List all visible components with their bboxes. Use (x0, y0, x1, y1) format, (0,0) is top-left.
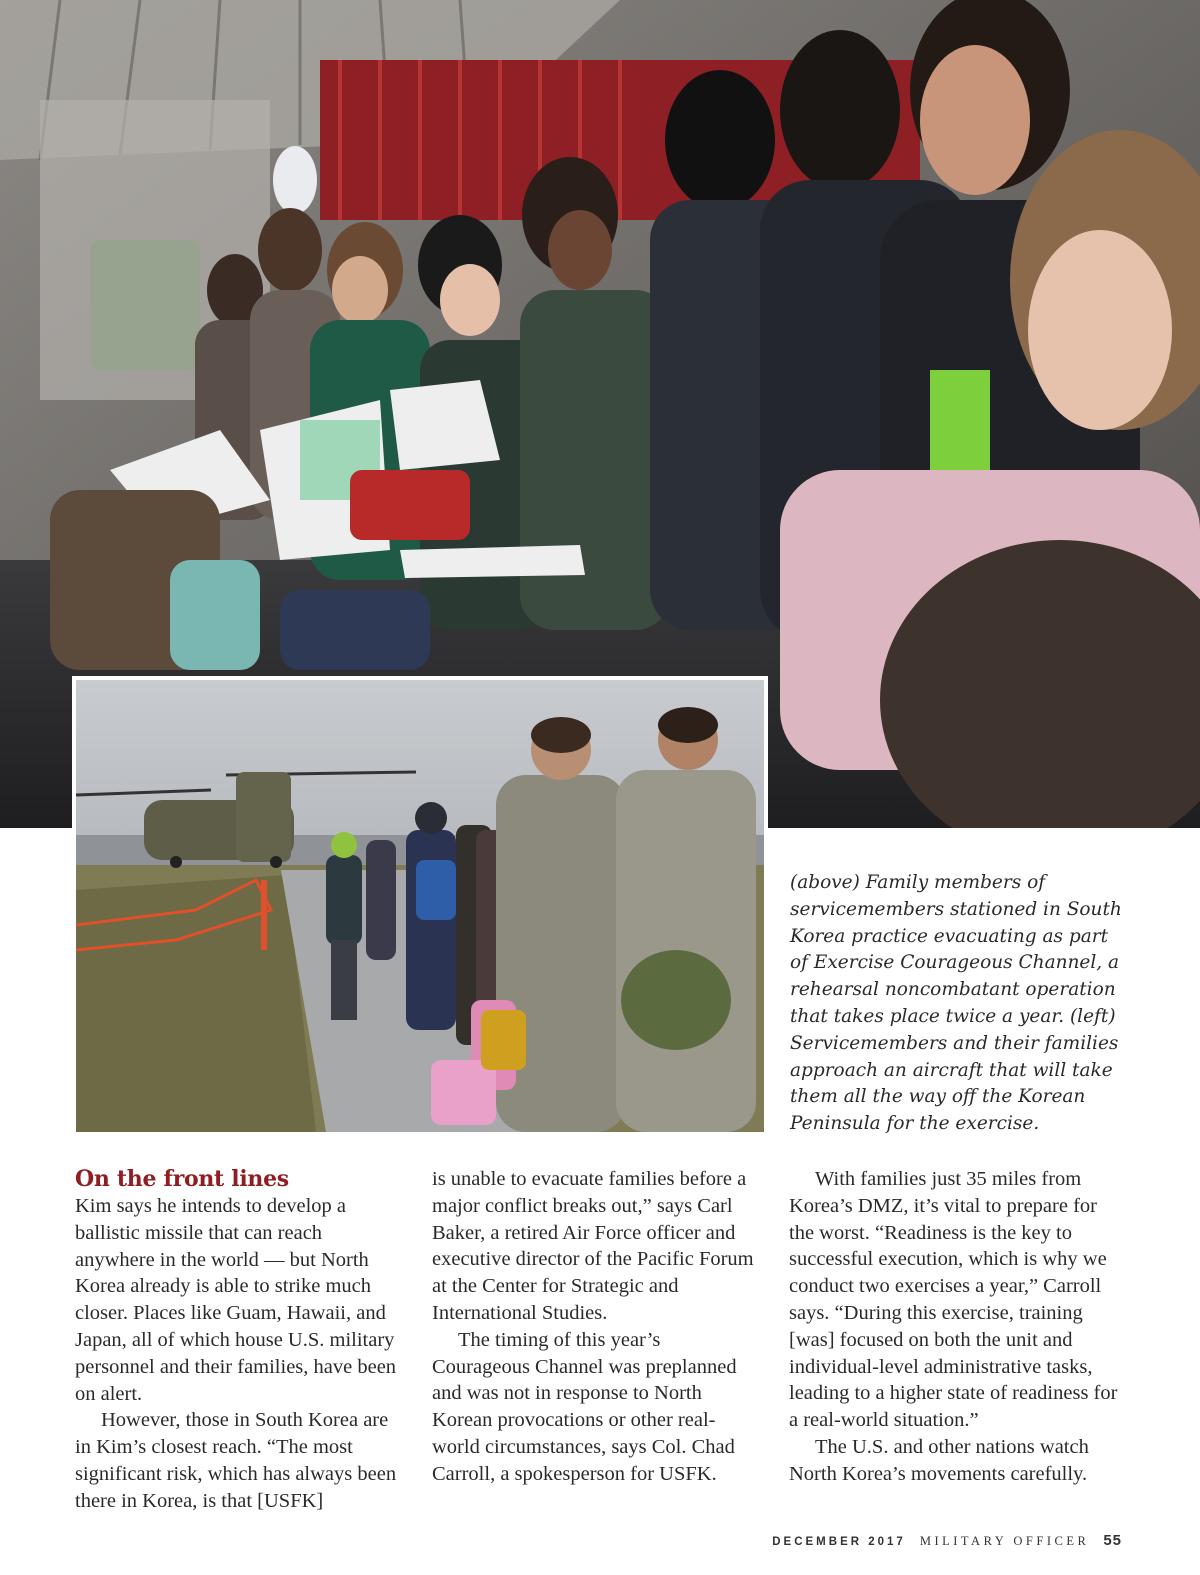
page-footer (772, 1532, 1122, 1552)
section-heading: On the front lines (75, 1166, 289, 1192)
article-column-1 (75, 1166, 405, 1515)
inset-photo (72, 676, 768, 1136)
page-number: 55 (1103, 1532, 1122, 1549)
paragraph: The timing of this year’s Courageous Channel was preplanned and was not in response to North Korean provocations or other real-world circumstances, says Col. Chad Carroll, a spokesperson for USFK. (432, 1328, 737, 1485)
article-column-3 (789, 1166, 1119, 1488)
paragraph: However, those in South Korea are in Kim’s closest reach. “The most significant risk, which has always been there in Korea, is that [USFK] (75, 1409, 397, 1512)
paragraph: With families just 35 miles from Korea’s DMZ, it’s vital to prepare for the worst. “Readiness is the key to successful execution, which is why we conduct two exercises a year,” Carroll says. “During this exercise, training [was] focused on both the unit and individual-level administrative tasks, leading to a higher state of readiness for a real-world situation.” (789, 1168, 1118, 1432)
article-column-2 (432, 1166, 762, 1488)
paragraph: is unable to evacuate families before a major conflict breaks out,” says Carl Baker, a retired Air Force officer and executive director of the Pacific Forum at the Center for Strategic and International Studies. (432, 1168, 754, 1324)
paragraph: Kim says he intends to develop a ballistic missile that can reach anywhere in the world — but North Korea already is able to strike much closer. Places like Guam, Hawaii, and Japan, all of which house U.S. military personnel and their families, have been on alert. (75, 1195, 397, 1405)
chinook-evacuation-illustration (76, 680, 764, 1132)
photo-caption: (above) Family members of servicemembers stationed in South Korea practice evacuating as part of Exercise Courageous Channel, a rehearsal noncombatant operation that takes place twice a year. (left) Servicemembers and their families approach an aircraft that will take them all the way off the Korean Peninsula for the exercise. (790, 872, 1122, 1135)
magazine-name: MILITARY OFFICER (919, 1534, 1090, 1548)
paragraph: The U.S. and other nations watch North Korea’s movements carefully. (789, 1435, 1089, 1485)
issue-date: DECEMBER 2017 (772, 1536, 906, 1548)
